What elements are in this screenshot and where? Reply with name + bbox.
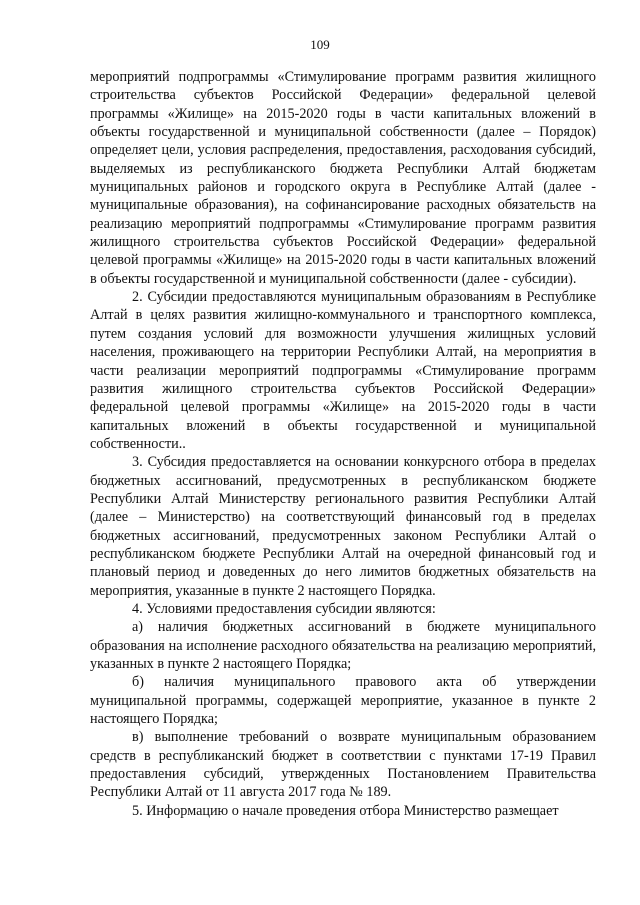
document-body [90, 68, 596, 820]
paragraph-4a: а) наличия бюджетных ассигнований в бюджете муниципального образования на исполнение расходного обязательства на реализацию мероприятий, указанных в пункте 2 настоящего Порядка; [90, 619, 596, 672]
paragraph-1-continuation: мероприятий подпрограммы «Стимулирование программ развития жилищного строительства субъектов Российской Федерации» федеральной целевой программы «Жилище» на 2015-2020 годы в части капитальных вложений в объекты государственной и муниципальной собственности (далее – Порядок) определяет цели, условия распределения, предоставления, расходования субсидий, выделяемых из республиканского бюджета Республики Алтай бюджетам муниципальных районов и городского округа в Республике Алтай (далее - муниципальные образования), на софинансирование расходных обязательств на реализацию мероприятий подпрограммы «Стимулирование программ развития жилищного строительства субъектов Российской Федерации» федеральной целевой программы «Жилище» на 2015-2020 годы в части капитальных вложений в объекты государственной и муниципальной собственности (далее - субсидии). [90, 69, 596, 287]
paragraph-4b: б) наличия муниципального правового акта об утверждении муниципальной программы, содержащей мероприятие, указанное в пункте 2 настоящего Порядка; [90, 674, 596, 728]
paragraph-2: 2. Субсидии предоставляются муниципальным образованиям в Республике Алтай в целях развития жилищно-коммунального и транспортного комплекса, путем создания условий для возможности улучшения жилищных условий населения, проживающего на территории Республики Алтай, на мероприятия в части реализации мероприятий подпрограммы «Стимулирование программ развития жилищного строительства субъектов Российской Федерации» федеральной целевой программы «Жилище» на 2015-2020 годы в части капитальных вложений в объекты государственной и муниципальной собственности.. [90, 289, 596, 452]
page-number: 109 [310, 37, 330, 52]
paragraph-4c: в) выполнение требований о возврате муниципальным образованием средств в республиканский бюджет в соответствии с пунктами 17-19 Правил предоставления субсидий, утвержденных Постановлением Правительства Республики Алтай от 11 августа 2017 года № 189. [90, 729, 596, 801]
paragraph-3: 3. Субсидия предоставляется на основании конкурсного отбора в пределах бюджетных ассигнований, предусмотренных в республиканском бюджете Республики Алтай Министерству регионального развития Республики Алтай (далее – Министерство) на соответствующий финансовый год в пределах бюджетных ассигнований, предусмотренных законом Республики Алтай о республиканском бюджете Республики Алтай на очередной финансовый год и плановый период и доведенных до него лимитов бюджетных обязательств на мероприятия, указанные в пункте 2 настоящего Порядка. [90, 454, 596, 599]
paragraph-5: 5. Информацию о начале проведения отбора Министерство размещает [132, 802, 559, 819]
paragraph-4: 4. Условиями предоставления субсидии являются: [132, 600, 436, 617]
